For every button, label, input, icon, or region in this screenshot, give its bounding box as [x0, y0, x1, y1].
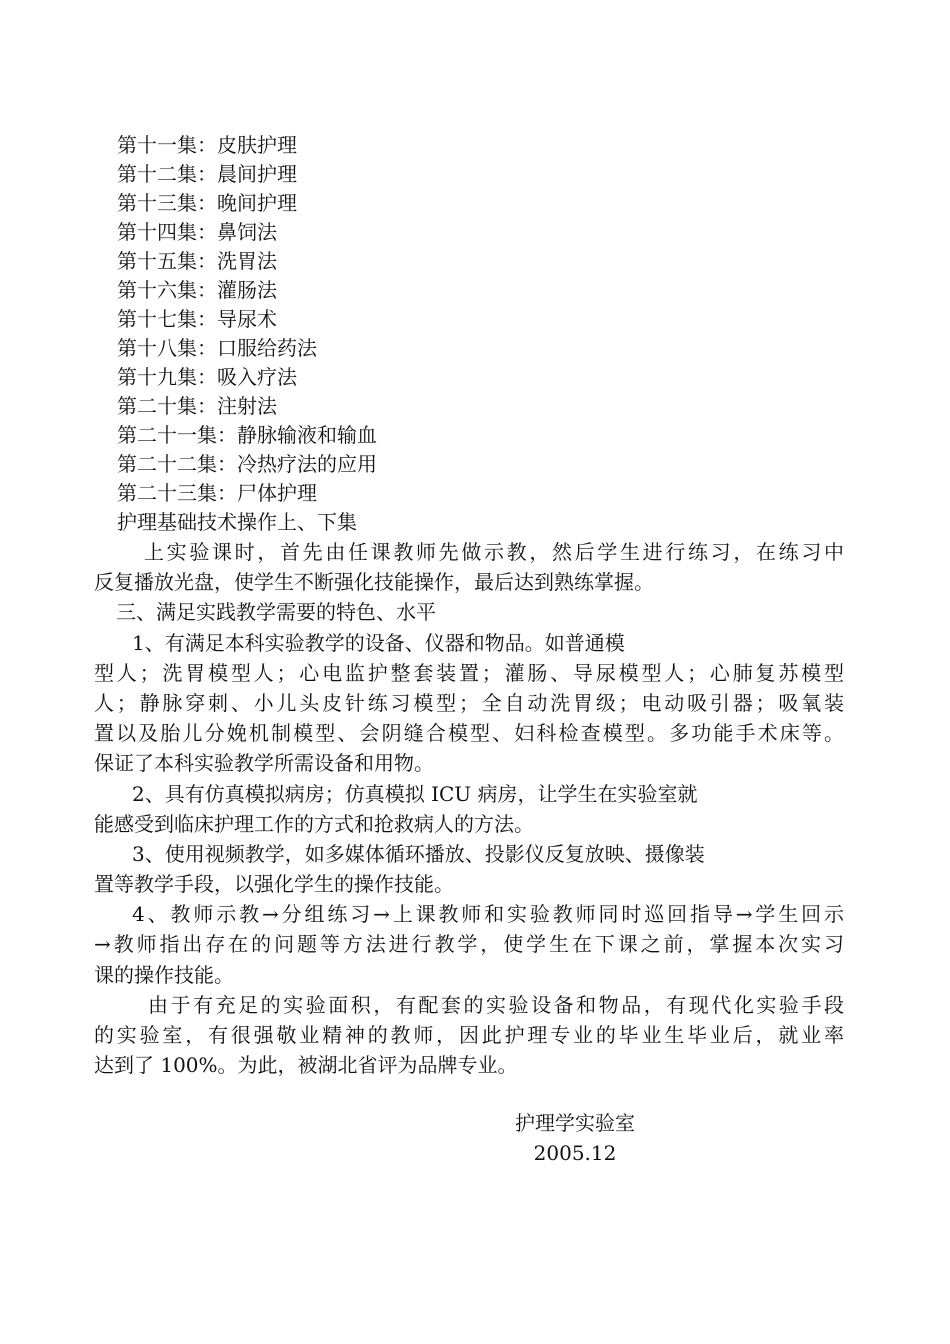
list-item: 第十三集：晚间护理 — [117, 191, 297, 215]
item-4-line: 课的操作技能。 — [94, 962, 234, 987]
list-item: 第十六集：灌肠法 — [117, 278, 277, 302]
item-3-line: 置等教学手段，以强化学生的操作技能。 — [94, 872, 454, 897]
summary-paragraph-line: 由于有充足的实验面积，有配套的实验设备和物品，有现代化实验手段 — [148, 992, 844, 1017]
list-item: 第十八集：口服给药法 — [117, 336, 317, 360]
item-1-line: 置以及胎儿分娩机制模型、会阴缝合模型、妇科检查模型。多功能手术床等。 — [94, 721, 844, 746]
signature-department: 护理学实验室 — [515, 1111, 635, 1135]
episode-list — [117, 131, 717, 537]
item-1-line: 人；静脉穿刺、小儿头皮针练习模型；全自动洗胃级；电动吸引器；吸氧装 — [94, 690, 844, 715]
list-item: 第十七集：导尿术 — [117, 307, 277, 331]
list-item: 第十五集：洗胃法 — [117, 249, 277, 273]
item-1-line: 1、有满足本科实验教学的设备、仪器和物品。如普通模 — [132, 630, 625, 655]
item-3-line: 3、使用视频教学，如多媒体循环播放、投影仪反复放映、摄像装 — [132, 841, 705, 866]
item-4-line: 4、教师示教→分组练习→上课教师和实验教师同时巡回指导→学生回示 — [132, 902, 844, 927]
list-item: 第十一集：皮肤护理 — [117, 133, 297, 157]
list-item: 第十九集：吸入疗法 — [117, 365, 297, 389]
item-4-line: →教师指出存在的问题等方法进行教学，使学生在下课之前，掌握本次实习 — [94, 932, 844, 957]
item-1-line: 保证了本科实验教学所需设备和用物。 — [94, 751, 434, 776]
signature-date: 2005.12 — [533, 1141, 617, 1165]
item-2-line: 2、具有仿真模拟病房；仿真模拟 ICU 病房，让学生在实验室就 — [132, 781, 698, 806]
summary-paragraph-line: 达到了 100%。为此，被湖北省评为品牌专业。 — [94, 1053, 518, 1078]
list-item: 第二十二集：冷热疗法的应用 — [117, 452, 377, 476]
section-heading: 三、满足实践教学需要的特色、水平 — [116, 600, 436, 625]
signature-block — [500, 1108, 650, 1168]
list-item: 第二十一集：静脉输液和输血 — [117, 423, 377, 447]
list-item: 第十四集：鼻饲法 — [117, 220, 277, 244]
practice-paragraph-line: 反复播放光盘，使学生不断强化技能操作，最后达到熟练掌握。 — [94, 570, 654, 595]
list-item: 第二十三集：尸体护理 — [117, 481, 317, 505]
item-2-line: 能感受到临床护理工作的方式和抢救病人的方法。 — [94, 811, 534, 836]
body-text — [94, 537, 844, 1080]
list-item: 第二十集：注射法 — [117, 394, 277, 418]
item-1-line: 型人；洗胃模型人；心电监护整套装置；灌肠、导尿模型人；心肺复苏模型 — [94, 660, 844, 685]
list-item: 第十二集：晨间护理 — [117, 162, 297, 186]
summary-paragraph-line: 的实验室，有很强敬业精神的教师，因此护理专业的毕业生毕业后，就业率 — [94, 1023, 844, 1047]
practice-paragraph-line: 上实验课时，首先由任课教师先做示教，然后学生进行练习，在练习中 — [144, 540, 844, 564]
list-item-course-title: 护理基础技术操作上、下集 — [117, 510, 357, 534]
